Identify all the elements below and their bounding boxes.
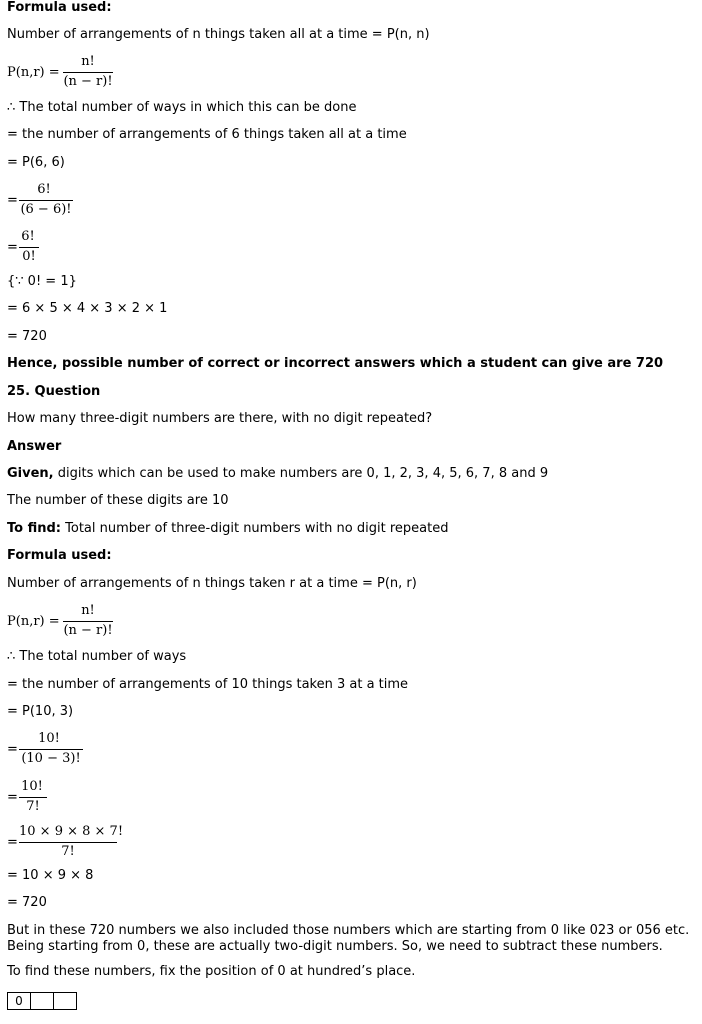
result-line-2: = 720 bbox=[7, 895, 47, 910]
product-line-1: = 6 × 5 × 4 × 3 × 2 × 1 bbox=[7, 301, 168, 316]
fix-zero-instruction: To find these numbers, fix the position of 0 at hundred’s place. bbox=[7, 964, 416, 979]
fraction-numerator: 6! bbox=[37, 182, 51, 197]
fraction-denominator: 7! bbox=[26, 799, 40, 814]
fraction-numerator: 10! bbox=[21, 779, 43, 794]
question-heading: 25. Question bbox=[7, 384, 101, 399]
formula-denominator: (n − r)! bbox=[63, 623, 113, 638]
question-text: How many three-digit numbers are there, with no digit repeated? bbox=[7, 411, 433, 426]
because-note: {∵ 0! = 1} bbox=[7, 274, 77, 289]
fraction-bar bbox=[63, 621, 113, 622]
digit-place-boxes bbox=[7, 992, 76, 1010]
formula-lhs: P(n,r) = bbox=[7, 614, 60, 629]
formula-lhs: P(n,r) = bbox=[7, 65, 60, 80]
step-arrangements-1: = the number of arrangements of 6 things taken all at a time bbox=[7, 127, 407, 142]
formula-description-2: Number of arrangements of n things taken r at a time = P(n, r) bbox=[7, 576, 417, 591]
to-find-label: To find: bbox=[7, 521, 61, 536]
hundreds-place-box: 0 bbox=[7, 992, 31, 1010]
formula-fraction-1 bbox=[7, 54, 127, 94]
fraction-6-over-0: = 6! 0! bbox=[7, 229, 47, 269]
digit-count-line: The number of these digits are 10 bbox=[7, 493, 229, 508]
fraction-denominator: (6 − 6)! bbox=[20, 202, 72, 217]
answer-heading: Answer bbox=[7, 439, 62, 454]
fraction-bar bbox=[19, 200, 73, 201]
fraction-denominator: (10 − 3)! bbox=[21, 751, 81, 766]
units-place-box bbox=[53, 992, 77, 1010]
step-p-10-3: = P(10, 3) bbox=[7, 704, 74, 719]
therefore-line-1: ∴ The total number of ways in which this can be done bbox=[7, 100, 357, 115]
to-find-line bbox=[7, 521, 448, 537]
hence-conclusion: Hence, possible number of correct or incorrect answers which a student can give are 720 bbox=[7, 356, 664, 371]
fraction-bar bbox=[63, 72, 113, 73]
fraction-product-over-7: = 10 × 9 × 8 × 7! 7! bbox=[7, 824, 124, 859]
fraction-numerator: 10 × 9 × 8 × 7! bbox=[19, 824, 124, 839]
formula-heading-2: Formula used: bbox=[7, 548, 112, 563]
step-p-6-6: = P(6, 6) bbox=[7, 155, 65, 170]
formula-description-1: Number of arrangements of n things taken all at a time = P(n, n) bbox=[7, 27, 430, 42]
fraction-numerator: 6! bbox=[21, 229, 35, 244]
fraction-denominator: 0! bbox=[22, 249, 36, 264]
fraction-bar bbox=[19, 247, 39, 248]
result-line-1: = 720 bbox=[7, 329, 47, 344]
fraction-numerator: 10! bbox=[38, 731, 60, 746]
therefore-line-2: ∴ The total number of ways bbox=[7, 649, 187, 664]
to-find-text: Total number of three-digit numbers with no digit repeated bbox=[61, 521, 449, 536]
given-line bbox=[7, 466, 548, 482]
explanation-paragraph: But in these 720 numbers we also included those numbers which are starting from 0 like 023 or 056 etc. Being starting from 0, these are actually two-digit numbers. So, we need to subtract these numbers. bbox=[7, 923, 690, 954]
step-arrangements-2: = the number of arrangements of 10 things taken 3 at a time bbox=[7, 677, 409, 692]
fraction-10-over-10-minus-3: = 10! (10 − 3)! bbox=[7, 731, 97, 771]
tens-place-box bbox=[30, 992, 54, 1010]
given-label: Given, bbox=[7, 466, 54, 481]
product-line-2: = 10 × 9 × 8 bbox=[7, 868, 94, 883]
fraction-denominator: 7! bbox=[61, 844, 75, 859]
formula-heading-1: Formula used: bbox=[7, 0, 112, 15]
fraction-bar bbox=[19, 797, 47, 798]
fraction-bar bbox=[19, 749, 83, 750]
fraction-10-over-7: = 10! 7! bbox=[7, 779, 57, 819]
fraction-6-over-6-minus-6: = 6! (6 − 6)! bbox=[7, 182, 72, 217]
fraction-bar bbox=[19, 842, 117, 843]
formula-fraction-2 bbox=[7, 603, 127, 643]
formula-numerator: n! bbox=[81, 603, 95, 618]
given-text: digits which can be used to make numbers are 0, 1, 2, 3, 4, 5, 6, 7, 8 and 9 bbox=[53, 466, 549, 481]
formula-denominator: (n − r)! bbox=[63, 74, 113, 89]
formula-numerator: n! bbox=[81, 54, 95, 69]
